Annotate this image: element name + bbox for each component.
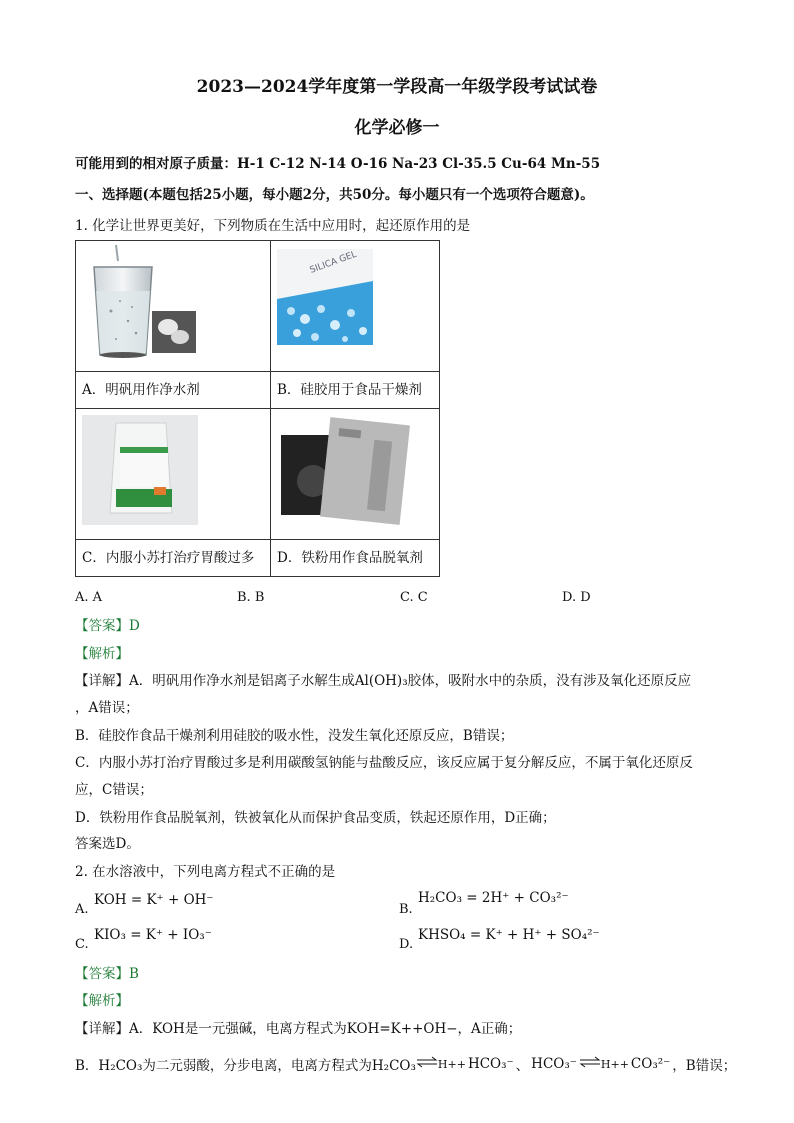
q1-option-b-text: B．硅胶用于食品干燥剂 xyxy=(271,372,440,409)
q1-image-cell-a xyxy=(76,241,271,372)
q2-detail-b-sep: 、 xyxy=(515,1058,530,1074)
equilibrium-arrow-icon xyxy=(416,1056,438,1072)
page-title: 2023—2024学年度第一学段高一年级学段考试试卷 xyxy=(196,77,598,97)
page-subtitle: 化学必修一 xyxy=(354,118,440,138)
q2-detail-b-text: B．H₂CO₃为二元弱酸，分步电离，电离方程式为H₂CO₃ xyxy=(75,1058,416,1074)
q1-option-c-text: C．内服小苏打治疗胃酸过多 xyxy=(76,540,271,577)
q2-option-b-label: B. xyxy=(399,902,413,917)
iron-powder-image xyxy=(271,409,439,535)
q1-detail-line: 应，C错误； xyxy=(75,782,153,798)
q2-detail-b-end: ，B错误； xyxy=(672,1058,737,1074)
q2-analysis-label: 【解析】 xyxy=(75,993,129,1009)
q2-option-d-label: D. xyxy=(399,937,414,952)
q1-choice-a: A. A xyxy=(75,590,103,605)
q1-analysis-label: 【解析】 xyxy=(75,646,129,662)
q1-choice-c: C. C xyxy=(400,590,428,605)
silica-label: SILICA GEL xyxy=(308,249,359,276)
section-heading: 一、选择题(本题包括25小题，每小题2分，共50分。每小题只有一个选项符合题意)。 xyxy=(75,187,594,203)
q1-options-table xyxy=(75,240,440,577)
q1-detail-line: 答案选D。 xyxy=(75,836,140,852)
silica-gel-image xyxy=(271,241,439,367)
q1-option-a-text: A．明矾用作净水剂 xyxy=(76,372,271,409)
q2-equation-a: KOH = K⁺ + OH⁻ xyxy=(94,892,214,908)
equilibrium-arrow-icon xyxy=(579,1056,601,1072)
q2-detail-a: 【详解】A．KOH是一元强碱，电离方程式为KOH=K++OH−，A正确； xyxy=(75,1021,522,1037)
q1-stem: 1. 化学让世界更美好，下列物质在生活中应用时，起还原作用的是 xyxy=(75,218,471,234)
q1-choice-b: B. B xyxy=(237,590,265,605)
q1-detail-line: ，A错误； xyxy=(75,700,139,716)
q1-choice-d: D. D xyxy=(562,590,591,605)
q2-option-a-label: A. xyxy=(75,902,89,917)
q1-detail-line: 【详解】A．明矾用作净水剂是铝离子水解生成Al(OH)₃胶体，吸附水中的杂质，没有涉及氧化还原反应 xyxy=(75,673,692,689)
q1-image-cell-b xyxy=(271,241,440,372)
atomic-masses: 可能用到的相对原子质量：H-1 C-12 N-14 O-16 Na-23 Cl-35.5 Cu-64 Mn-55 xyxy=(75,156,601,172)
q2-equation-d: KHSO₄ = K⁺ + H⁺ + SO₄²⁻ xyxy=(418,927,600,943)
q2-detail-b xyxy=(75,1054,736,1074)
q1-detail-line: C．内服小苏打治疗胃酸过多是利用碳酸氢钠能与盐酸反应，该反应属于复分解反应，不属于氧化还原反 xyxy=(75,755,693,771)
q1-detail-line: D．铁粉用作食品脱氧剂，铁被氧化从而保护食品变质，铁起还原作用，D正确； xyxy=(75,810,556,826)
q2-detail-b-hco3-2: HCO₃⁻ xyxy=(531,1056,577,1072)
q2-stem: 2. 在水溶液中，下列电离方程式不正确的是 xyxy=(75,864,336,880)
q1-answer: 【答案】D xyxy=(75,618,140,634)
alum-water-image xyxy=(76,241,270,367)
q2-detail-b-h: H++ xyxy=(437,1057,466,1071)
q2-answer: 【答案】B xyxy=(75,966,139,982)
q1-image-cell-c xyxy=(76,409,271,540)
q1-image-cell-d xyxy=(271,409,440,540)
q2-detail-b-co3: CO₃²⁻ xyxy=(630,1056,671,1072)
q2-equation-c: KIO₃ = K⁺ + IO₃⁻ xyxy=(94,927,212,943)
q1-detail-line: B．硅胶作食品干燥剂利用硅胶的吸水性，没发生氧化还原反应，B错误； xyxy=(75,728,514,744)
q1-option-d-text: D．铁粉用作食品脱氧剂 xyxy=(271,540,440,577)
q2-equation-b: H₂CO₃ = 2H⁺ + CO₃²⁻ xyxy=(418,890,569,906)
q2-detail-b-h-2: H++ xyxy=(600,1057,629,1071)
q2-detail-b-hco3: HCO₃⁻ xyxy=(467,1056,514,1072)
baking-soda-image xyxy=(76,409,270,535)
q2-option-c-label: C. xyxy=(75,937,89,952)
